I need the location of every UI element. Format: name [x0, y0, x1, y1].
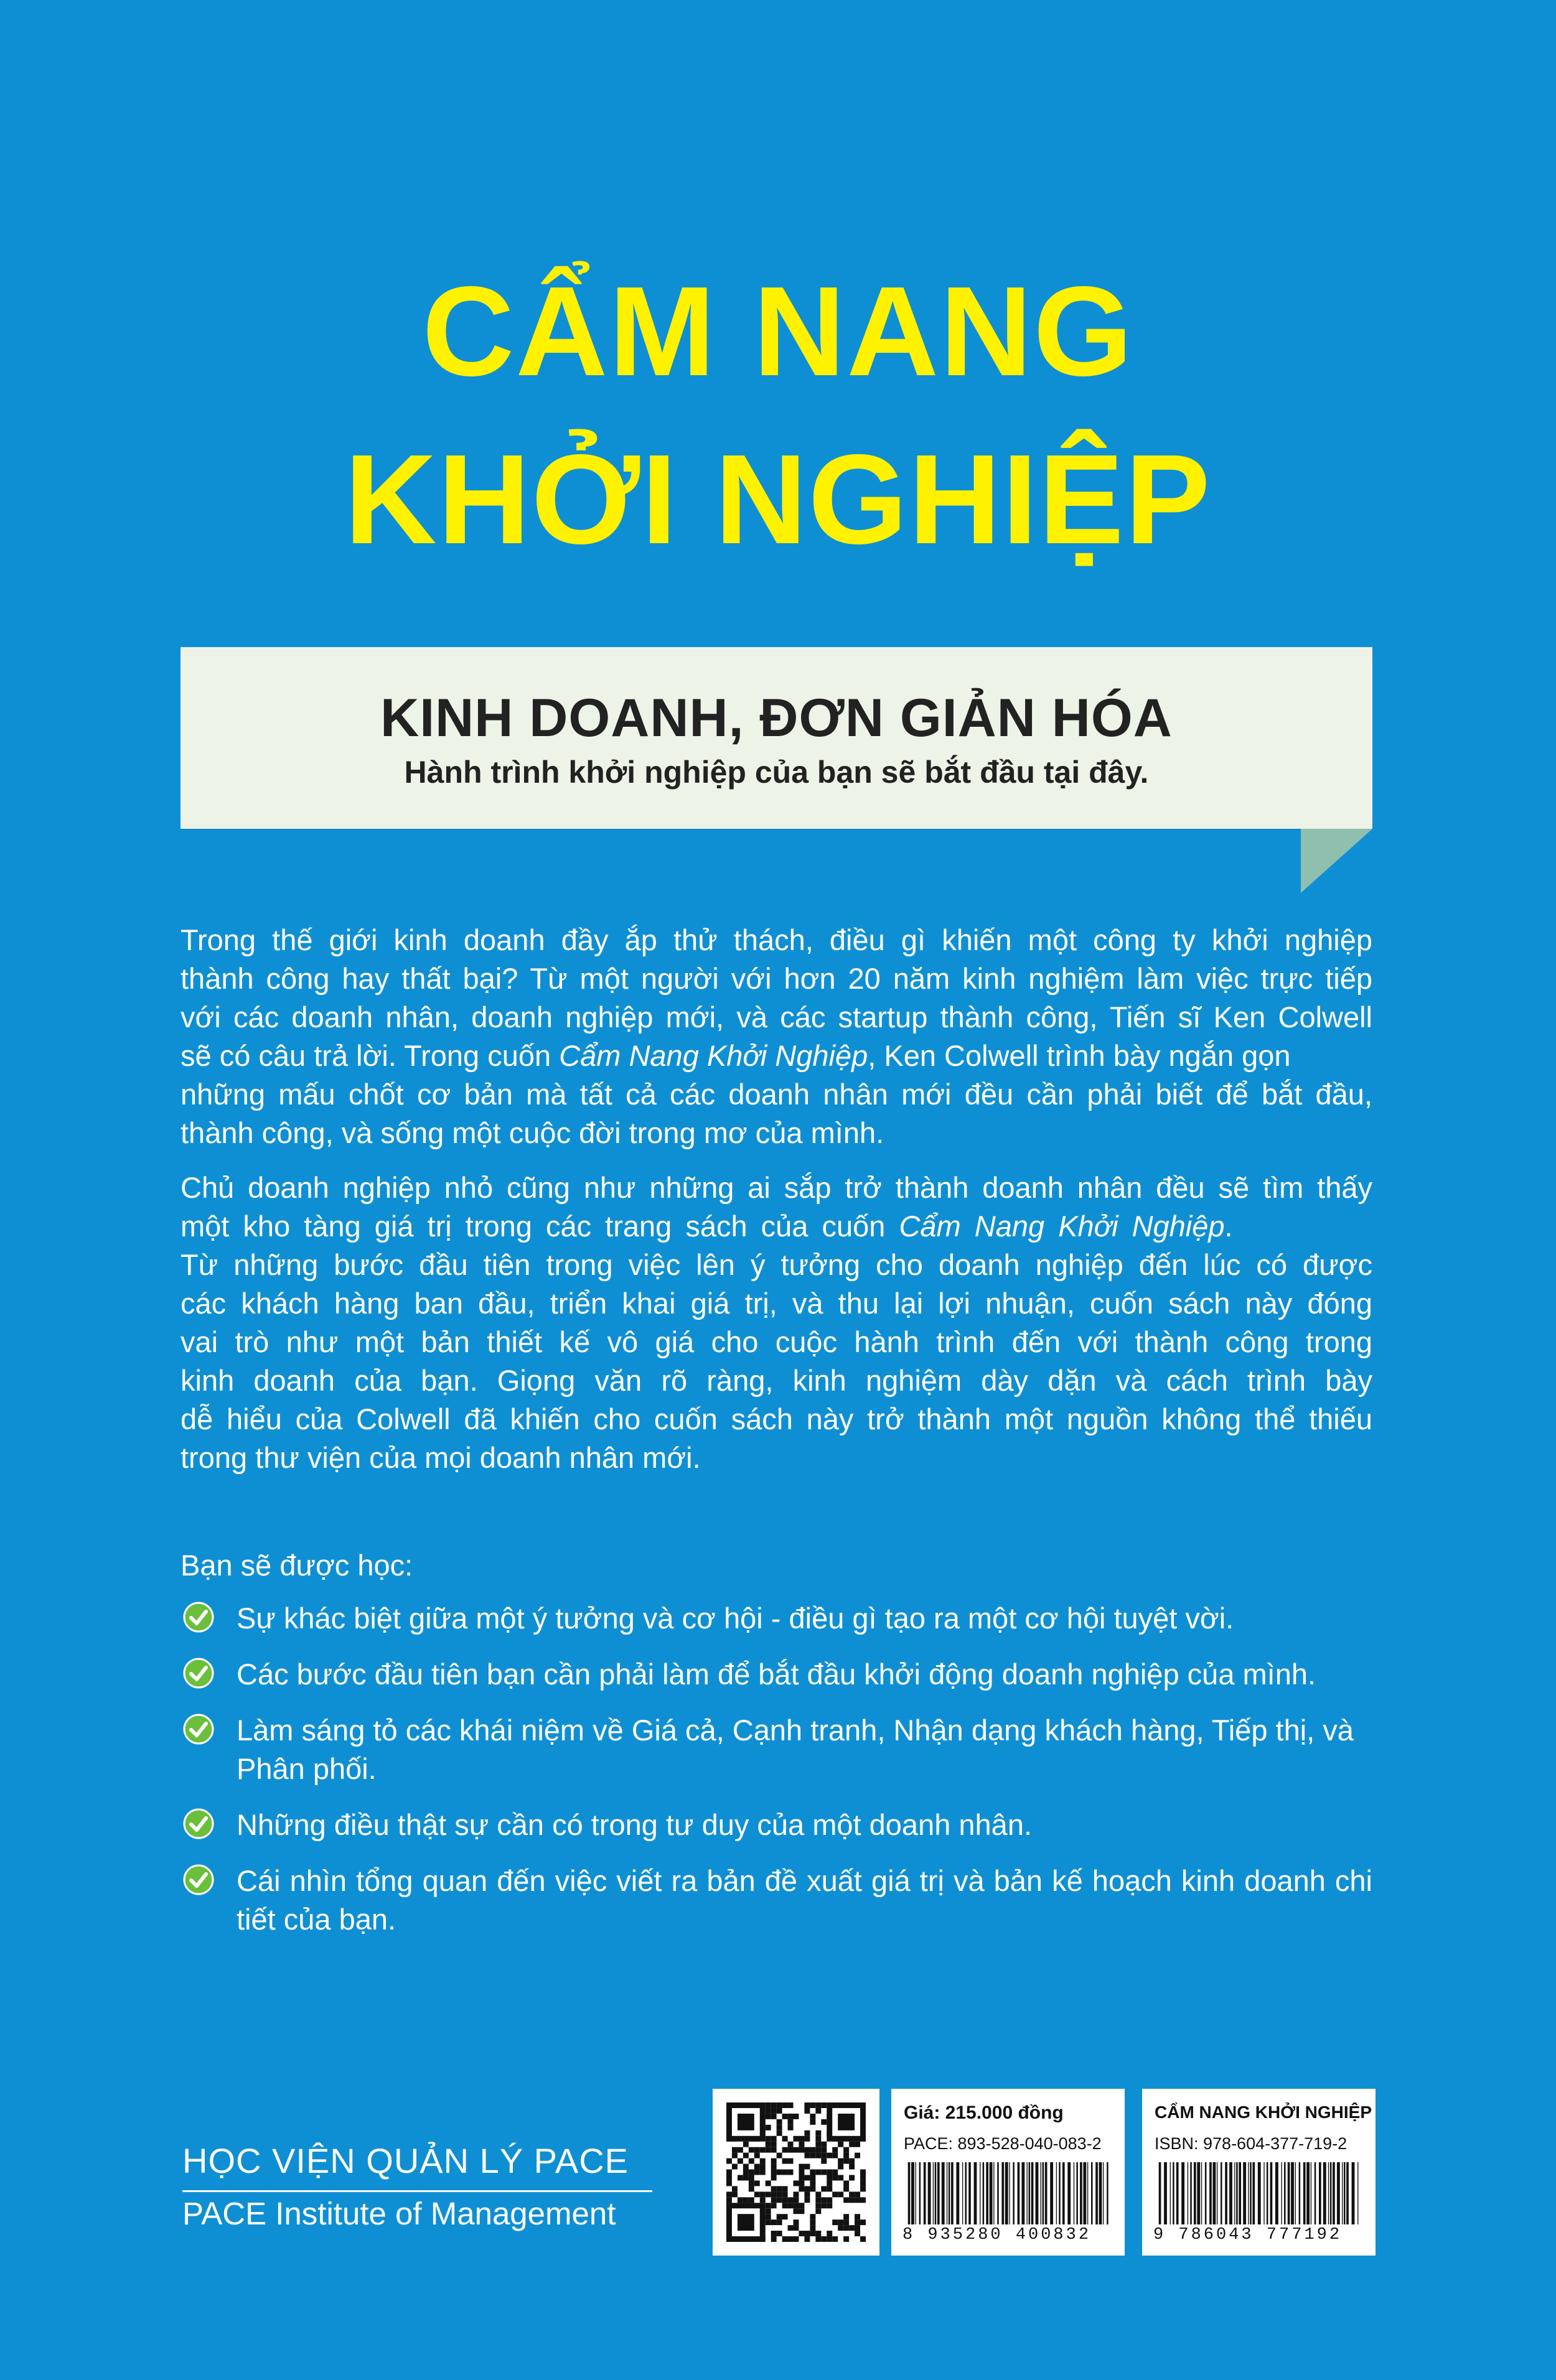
pace-code: PACE: 893-528-040-083-2: [904, 2134, 1102, 2153]
list-item: [180, 1806, 1372, 1844]
list-item-text: Làm sáng tỏ các khái niệm về Giá cả, Cạnh tranh, Nhận dạng khách hàng, Tiếp thị, và Phân phối.: [237, 1714, 1354, 1785]
book-title-italic: Cẩm Nang Khởi Nghiệp: [559, 1039, 868, 1072]
banner-fold-corner: [1301, 829, 1372, 893]
text-line: Từ những bước đầu tiên trong việc lên ý tưởng cho doanh nghiệp đến lúc có được: [180, 1248, 1372, 1281]
text-line: với các doanh nhân, doanh nghiệp mới, và các startup thành công, Tiến sĩ Ken Colwell: [180, 1001, 1372, 1034]
book-title-line-2: KHỞI NGHIỆP: [344, 428, 1212, 571]
barcode: [1155, 2162, 1363, 2224]
description-paragraph-1: [180, 921, 1372, 1152]
price-barcode-box: [891, 2089, 1125, 2256]
isbn-number: ISBN: 978-604-377-719-2: [1155, 2134, 1347, 2153]
text-line: [180, 1207, 1372, 1246]
tagline-banner: [180, 647, 1372, 829]
text-line: Trong thế giới kinh doanh đầy ắp thử thách, điều gì khiến một công ty khởi nghiệp: [180, 923, 1372, 956]
description-paragraph-2: [180, 1169, 1372, 1477]
list-item-text: Những điều thật sự cần có trong tư duy của một doanh nhân.: [237, 1808, 1033, 1841]
barcode-number: 8 935280 400832: [902, 2226, 1092, 2244]
check-icon: [183, 1714, 214, 1745]
list-item: [180, 1862, 1372, 1939]
text-line: dễ hiểu của Colwell đã khiến cho cuốn sách này trở thành một nguồn không thể thiếu: [180, 1402, 1372, 1435]
text-line: [180, 1037, 1372, 1075]
check-icon: [183, 1658, 214, 1689]
text-line: Chủ doanh nghiệp nhỏ cũng như những ai sắp trở thành doanh nhân đều sẽ tìm thấy: [180, 1171, 1372, 1204]
list-item-text: Các bước đầu tiên bạn cần phải làm để bắt đầu khởi động doanh nghiệp của mình.: [237, 1658, 1316, 1691]
learn-list: [180, 1599, 1372, 1956]
qr-code-box: [713, 2089, 879, 2256]
list-item: [180, 1655, 1372, 1694]
price-label: Giá: 215.000 đồng: [904, 2102, 1064, 2123]
barcode-number: 9 786043 777192: [1153, 2226, 1343, 2244]
text-line: các khách hàng ban đầu, triển khai giá trị, và thu lại lợi nhuận, cuốn sách này đóng: [180, 1287, 1372, 1320]
text-segment: một kho tàng giá trị trong các trang sách của cuốn: [180, 1210, 899, 1243]
text-segment: .: [1224, 1210, 1233, 1243]
publisher-name-vi: HỌC VIỆN QUẢN LÝ PACE: [182, 2141, 629, 2180]
isbn-barcode-box: [1142, 2089, 1376, 2256]
text-line: thành công hay thất bại? Từ một người với hơn 20 năm kinh nghiệm làm việc trực tiếp: [180, 962, 1372, 995]
list-item: [180, 1711, 1372, 1788]
publisher-divider: [182, 2190, 652, 2192]
list-item-text: Sự khác biệt giữa một ý tưởng và cơ hội - điều gì tạo ra một cơ hội tuyệt vời.: [237, 1602, 1234, 1635]
publisher-name-en: PACE Institute of Management: [182, 2196, 616, 2231]
text-segment: sẽ có câu trả lời. Trong cuốn: [180, 1039, 560, 1072]
book-title-italic: Cẩm Nang Khởi Nghiệp: [899, 1210, 1225, 1243]
text-line: thành công, và sống một cuộc đời trong mơ của mình.: [180, 1116, 884, 1149]
text-line: những mấu chốt cơ bản mà tất cả các doanh nhân mới đều cần phải biết để bắt đầu,: [180, 1078, 1372, 1111]
isbn-book-title: CẨM NANG KHỞI NGHIỆP: [1155, 2102, 1372, 2122]
book-title-line-1: CẨM NANG: [422, 260, 1134, 403]
text-segment: , Ken Colwell trình bày ngắn gọn: [868, 1039, 1291, 1072]
text-line: trong thư viện của mọi doanh nhân mới.: [180, 1441, 701, 1474]
list-item-text: Cái nhìn tổng quan đến việc viết ra bản đề xuất giá trị và bản kế hoạch kinh doanh chi tiết của bạn.: [237, 1864, 1372, 1936]
learn-heading: Bạn sẽ được học:: [180, 1549, 413, 1582]
text-line: kinh doanh của bạn. Giọng văn rõ ràng, kinh nghiệm dày dặn và cách trình bày: [180, 1364, 1372, 1397]
list-item: [180, 1599, 1372, 1638]
check-icon: [183, 1864, 214, 1895]
check-icon: [183, 1602, 214, 1633]
qr-code: [726, 2102, 866, 2242]
barcode: [904, 2162, 1112, 2224]
check-icon: [183, 1808, 214, 1839]
text-line: vai trò như một bản thiết kế vô giá cho cuộc hành trình đến với thành công trong: [180, 1325, 1372, 1358]
banner-title: KINH DOANH, ĐƠN GIẢN HÓA: [380, 688, 1173, 748]
banner-subtitle: Hành trình khởi nghiệp của bạn sẽ bắt đầu tại đây.: [404, 755, 1149, 790]
